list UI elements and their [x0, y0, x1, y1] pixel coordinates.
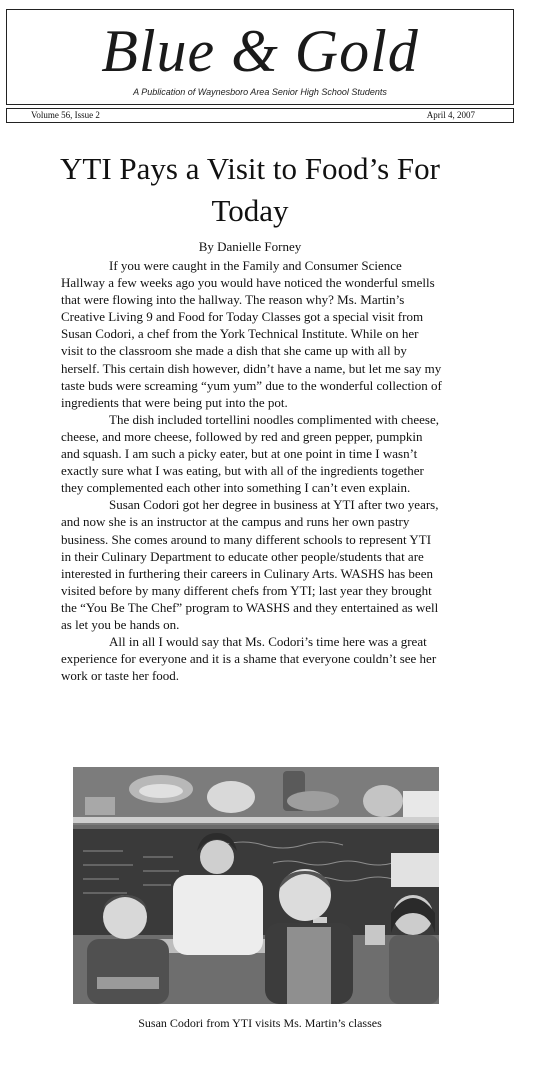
issue-date: April 4, 2007: [426, 110, 475, 120]
issue-bar: [6, 108, 514, 123]
newspaper-title: Blue & Gold: [101, 18, 419, 84]
article-headline: YTI Pays a Visit to Food’s For Today: [60, 151, 440, 228]
article-paragraph: Susan Codori got her degree in business at YTI after two years, and now she is an instructor at the campus and runs her own pastry business. She comes around to many different schools to represent YTI in their Culinary Department to educate other people/students that are interested in furthering their careers in Culinary Arts. WASHS has been visited before by many different chefs from YTI; last year they brought the “You Be The Chef” program to WASHS and they entertained as well as let you be hands on.: [61, 497, 439, 632]
masthead: [6, 9, 514, 105]
newspaper-subtitle: A Publication of Waynesboro Area Senior High School Students: [133, 87, 387, 97]
article-paragraph: If you were caught in the Family and Consumer Science Hallway a few weeks ago you would have noticed the wonderful smells that were flowing into the hallway. The reason why? Ms. Martin’s Creative Living 9 and Food for Today Classes got a special visit from Susan Codori, a chef from the York Technical Institute. While on her visit to the classroom she made a dish that she came up with all by herself. This certain dish however, didn’t have a name, but let me say my taste buds were screaming “yum yum” due to the wonderful collection of ingredients that were being put into the pot.: [61, 258, 442, 410]
article-photo: [73, 767, 439, 1004]
article-paragraph: All in all I would say that Ms. Codori’s time here was a great experience for everyone and it is a shame that everyone couldn’t see her work or taste her food.: [61, 634, 437, 684]
article-paragraph: The dish included tortellini noodles complimented with cheese, cheese, and more cheese, followed by red and green pepper, pumpkin and squash. I am such a picky eater, but at one point in time I wasn’t exactly sure what I was eating, but with all of the ingredients together they complemented each other into something I can’t even explain.: [61, 411, 439, 496]
article-byline: By Danielle Forney: [198, 239, 302, 254]
photo-illustration: [73, 767, 439, 1004]
article-body: [61, 257, 443, 684]
photo-caption: Susan Codori from YTI visits Ms. Martin’s classes: [138, 1016, 382, 1030]
volume-issue: Volume 56, Issue 2: [31, 110, 100, 120]
